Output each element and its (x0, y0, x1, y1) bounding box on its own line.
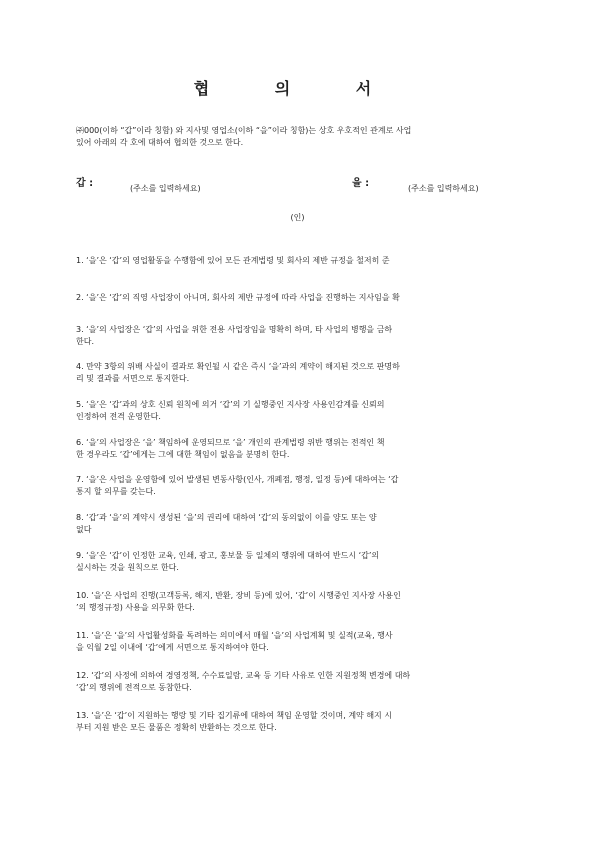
clause-line: 4. 만약 3항의 위배 사실이 결과로 확인될 시 같은 즉시 ‘을’과의 계약이 해지된 것으로 판명하 (76, 362, 400, 371)
clause-line: 리 및 결과를 서면으로 통지한다. (76, 374, 190, 383)
clause-line: 11. ‘을’은 ‘을’의 사업활성화를 독려하는 의미에서 매월 ‘을’의 사업계획 및 실적(교육, 행사 (76, 631, 393, 640)
party-b-address[interactable]: (주소를 입력하세요) (408, 184, 479, 193)
clause-line: 7. ‘을’은 사업을 운영함에 있어 발생된 변동사항(인사, 개폐점, 행정, 일정 등)에 대하여는 ‘갑 (76, 475, 399, 484)
clause-line: 2. ‘을’은 ‘갑’의 직영 사업장이 아니며, 회사의 제반 규정에 따라 사업을 진행하는 지사임을 확 (76, 293, 400, 302)
intro-line: ㈜000(이하 “갑”이라 칭함) 와 지사및 영업소(이하 “을”이라 칭함)는 상호 우호적인 관계로 사업 (76, 126, 412, 135)
intro-line: 있어 아래의 각 호에 대하여 협의한 것으로 한다. (76, 138, 244, 147)
seal-mark: (인) (290, 213, 305, 222)
clause-11 (76, 630, 524, 654)
clause-13 (76, 710, 524, 734)
clause-line: 3. ‘을’의 사업장은 ‘갑’의 사업을 위한 전용 사업장임을 명확히 하며, 타 사업의 병행을 금하 (76, 325, 393, 334)
clause-line: 한 경우라도 ‘갑’에게는 그에 대한 책임이 없음을 분명히 한다. (76, 450, 290, 459)
clause-line: ’의 행정규정) 사용을 의무화 한다. (76, 603, 195, 612)
clause-7 (76, 474, 524, 498)
clause-line: 실시하는 것을 원칙으로 한다. (76, 563, 179, 572)
intro-paragraph (76, 125, 524, 149)
party-a-label: 갑 : (76, 178, 94, 189)
clause-line: 5. ‘을’은 ‘갑’과의 상호 신뢰 원칙에 의거 ‘갑’의 기 실행중인 지사장 사용인감계를 신뢰의 (76, 400, 385, 409)
clause-line: 통지 할 의무를 갖는다. (76, 487, 156, 496)
clause-3 (76, 324, 524, 348)
clause-6 (76, 437, 524, 461)
clause-line: 10. ‘을’은 사업의 진행(고객등록, 해지, 반환, 장비 등)에 있어, ‘갑’이 시행중인 지사장 사용인 (76, 591, 401, 600)
party-b-label: 을 : (352, 178, 370, 189)
clause-line: 부터 지원 받은 모든 물품은 정확히 반환하는 것으로 한다. (76, 723, 277, 732)
clause-line: 8. ‘갑’과 ‘을’의 계약시 생성된 ‘을’의 권리에 대하여 ‘갑’의 동의없이 이를 양도 또는 양 (76, 513, 377, 522)
clause-line: 인정하여 전격 운영한다. (76, 412, 161, 421)
clause-4 (76, 361, 524, 385)
clause-line: 없다 (76, 525, 92, 534)
clause-8 (76, 512, 524, 536)
clause-line: 6. ‘을’의 사업장은 ‘을’ 책임하에 운영되므로 ‘을’ 개인의 관계법령 위반 행위는 전적인 책 (76, 438, 385, 447)
clause-2 (76, 292, 524, 304)
clause-12 (76, 670, 524, 694)
clause-line: 1. ‘을’은 ‘갑’의 영업활동을 수행함에 있어 모든 관계법령 및 회사의 제반 규정을 철저히 준 (76, 256, 390, 265)
clause-line: 9. ‘을’은 ‘갑’이 인정한 교육, 인쇄, 광고, 홍보물 등 일체의 행위에 대하여 반드시 ‘갑’의 (76, 551, 380, 560)
clause-5 (76, 399, 524, 423)
party-a-address[interactable]: (주소를 입력하세요) (130, 184, 201, 193)
clause-line: 을 익월 2일 이내에 ‘갑’에게 서면으로 통지하여야 한다. (76, 643, 269, 652)
clause-10 (76, 590, 524, 614)
clause-1 (76, 255, 524, 267)
clause-line: 한다. (76, 337, 94, 346)
clause-9 (76, 550, 524, 574)
document-title: 협 의 서 (193, 79, 402, 98)
clause-line: 12. ‘갑’의 사정에 의하여 경영정책, 수수료일람, 교육 등 기타 사유로 인한 지원정책 변경에 대하 (76, 671, 411, 680)
clause-line: 13. ‘을’은 ‘갑’이 지원하는 행랑 및 기타 집기류에 대하여 책임 운영할 것이며, 계약 해지 시 (76, 711, 393, 720)
clause-line: ‘갑’의 행위에 전적으로 동참한다. (76, 683, 192, 692)
